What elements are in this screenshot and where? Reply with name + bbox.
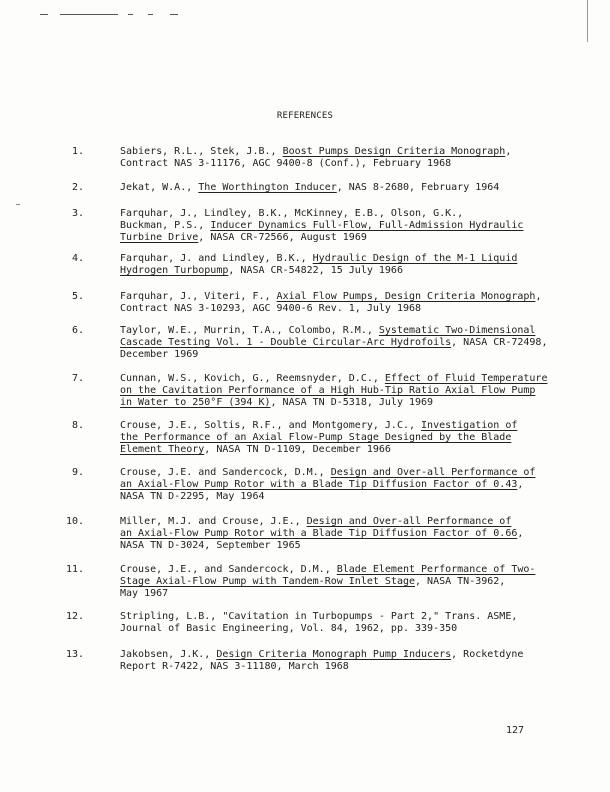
- reference-title-segment: The Worthington Inducer: [198, 182, 337, 193]
- reference-line: [120, 253, 560, 265]
- reference-segment: Contract NAS 3-10293, AGC 9400-6 Rev. 1, July 1968: [120, 303, 422, 314]
- reference-segment: Contract NAS 3-11176, AGC 9400-8 (Conf.), February 1968: [120, 158, 452, 169]
- reference-title-segment: Element Theory: [120, 444, 205, 455]
- reference-number: 11.: [65, 564, 84, 575]
- reference-line: [120, 623, 560, 635]
- reference-segment: Miller, M.J. and Crouse, J.E.,: [120, 516, 307, 527]
- reference-number: 9.: [71, 467, 84, 478]
- reference-text: [120, 649, 560, 673]
- reference-text: [120, 253, 560, 277]
- reference-text: [120, 291, 560, 315]
- reference-segment: Jakobsen, J.K.,: [120, 649, 217, 660]
- reference-line: [120, 564, 560, 576]
- reference-segment: , NASA TN D-5318, July 1969: [270, 397, 434, 408]
- reference-line: [120, 661, 560, 673]
- reference-title-segment: Turbine Drive: [120, 232, 199, 243]
- reference-line: [120, 588, 560, 600]
- scan-artifact-mark: [148, 14, 153, 15]
- reference-text: [120, 611, 560, 635]
- reference-segment: Buckman, P.S.,: [120, 220, 211, 231]
- reference-title-segment: Blade Element Performance of Two-: [336, 564, 536, 575]
- reference-segment: Farquhar, J., Lindley, B.K., McKinney, E.B., Olson, G.K.,: [120, 208, 464, 219]
- reference-title-segment: the Performance of an Axial Flow-Pump Stage Designed by the Blade: [120, 432, 512, 443]
- reference-text: [120, 420, 560, 456]
- reference-title-segment: an Axial-Flow Pump Rotor with a Blade Tip Diffusion Factor of 0.66: [120, 528, 518, 539]
- scan-artifact-mark: [16, 204, 20, 205]
- reference-segment: Jekat, W.A.,: [120, 182, 199, 193]
- reference-number: 1.: [71, 146, 84, 157]
- reference-segment: NASA TN D-2295, May 1964: [120, 491, 265, 502]
- reference-line: [120, 649, 560, 661]
- reference-title-segment: Stage Axial-Flow Pump with Tandem-Row Inlet Stage: [120, 576, 416, 587]
- reference-line: [120, 491, 560, 503]
- reference-segment: ,: [517, 528, 524, 539]
- reference-title-segment: Design and Over-all Performance of: [330, 467, 536, 478]
- reference-number: 7.: [71, 373, 84, 384]
- reference-segment: May 1967: [120, 588, 169, 599]
- reference-segment: December 1969: [120, 349, 199, 360]
- reference-line: [120, 373, 560, 385]
- reference-line: [120, 576, 560, 588]
- reference-line: [120, 265, 560, 277]
- reference-line: [120, 337, 560, 349]
- reference-segment: , Rocketdyne: [451, 649, 524, 660]
- reference-line: [120, 208, 560, 220]
- reference-title-segment: on the Cavitation Performance of a High Hub-Tip Ratio Axial Flow Pump: [120, 385, 536, 396]
- reference-line: [120, 479, 560, 491]
- reference-text: [120, 373, 560, 409]
- reference-segment: , NASA TN-3962,: [415, 576, 506, 587]
- reference-segment: Crouse, J.E., Soltis, R.F., and Montgomery, J.C.,: [120, 420, 422, 431]
- reference-number: 3.: [71, 208, 84, 219]
- reference-title-segment: Effect of Fluid Temperature: [384, 373, 548, 384]
- reference-title-segment: Design Criteria Monograph Pump Inducers: [216, 649, 452, 660]
- reference-line: [120, 182, 560, 194]
- scan-artifact-mark: [40, 14, 48, 15]
- reference-title-segment: Cascade Testing Vol. 1 - Double Circular-Arc Hydrofoils: [120, 337, 452, 348]
- reference-number: 12.: [65, 611, 84, 622]
- reference-text: [120, 516, 560, 552]
- reference-text: [120, 325, 560, 361]
- scan-artifact-mark: [60, 14, 118, 15]
- reference-number: 5.: [71, 291, 84, 302]
- reference-segment: Crouse, J.E., and Sandercock, D.M.,: [120, 564, 337, 575]
- reference-line: [120, 303, 560, 315]
- reference-segment: ,: [535, 291, 542, 302]
- reference-segment: , NAS 8-2680, February 1964: [336, 182, 500, 193]
- scan-artifact-mark: [170, 14, 178, 15]
- reference-number: 4.: [71, 253, 84, 264]
- reference-segment: Report R-7422, NAS 3-11180, March 1968: [120, 661, 349, 672]
- reference-title-segment: an Axial-Flow Pump Rotor with a Blade Tip Diffusion Factor of 0.43: [120, 479, 518, 490]
- reference-line: [120, 158, 560, 170]
- reference-text: [120, 467, 560, 503]
- reference-line: [120, 444, 560, 456]
- reference-segment: , NASA CR-54822, 15 July 1966: [228, 265, 403, 276]
- reference-segment: Sabiers, R.L., Stek, J.B.,: [120, 146, 283, 157]
- reference-line: [120, 611, 560, 623]
- reference-segment: , NASA CR-72498,: [451, 337, 548, 348]
- reference-line: [120, 291, 560, 303]
- reference-segment: ,: [505, 146, 512, 157]
- reference-line: [120, 232, 560, 244]
- reference-title-segment: in Water to 250°F (394 K): [120, 397, 271, 408]
- reference-number: 10.: [65, 516, 84, 527]
- reference-line: [120, 516, 560, 528]
- reference-title-segment: Hydraulic Design of the M-1 Liquid: [312, 253, 518, 264]
- reference-segment: Stripling, L.B., "Cavitation in Turbopumps - Part 2," Trans. ASME,: [120, 611, 518, 622]
- reference-segment: Journal of Basic Engineering, Vol. 84, 1962, pp. 339-350: [120, 623, 458, 634]
- reference-segment: NASA TN D-3024, September 1965: [120, 540, 301, 551]
- reference-title-segment: Design and Over-all Performance of: [306, 516, 512, 527]
- reference-text: [120, 564, 560, 600]
- reference-segment: ,: [517, 479, 524, 490]
- reference-number: 13.: [65, 649, 84, 660]
- reference-line: [120, 467, 560, 479]
- reference-text: [120, 146, 560, 170]
- reference-line: [120, 432, 560, 444]
- reference-line: [120, 540, 560, 552]
- reference-segment: , NASA CR-72566, August 1969: [198, 232, 367, 243]
- reference-segment: Crouse, J.E. and Sandercock, D.M.,: [120, 467, 331, 478]
- reference-line: [120, 349, 560, 361]
- reference-text: [120, 182, 560, 194]
- reference-segment: Cunnan, W.S., Kovich, G., Reemsnyder, D.C.,: [120, 373, 385, 384]
- reference-line: [120, 325, 560, 337]
- reference-line: [120, 220, 560, 232]
- reference-segment: , NASA TN D-1109, December 1966: [204, 444, 391, 455]
- reference-title-segment: Axial Flow Pumps, Design Criteria Monograph: [276, 291, 536, 302]
- reference-segment: Farquhar, J., Viteri, F.,: [120, 291, 277, 302]
- scan-edge-line: [587, 0, 588, 42]
- reference-segment: Taylor, W.E., Murrin, T.A., Colombo, R.M.,: [120, 325, 379, 336]
- page-title: REFERENCES: [276, 111, 334, 121]
- reference-line: [120, 528, 560, 540]
- reference-number: 2.: [71, 182, 84, 193]
- reference-number: 6.: [71, 325, 84, 336]
- reference-title-segment: Systematic Two-Dimensional: [378, 325, 536, 336]
- reference-segment: Farquhar, J. and Lindley, B.K.,: [120, 253, 313, 264]
- reference-title-segment: Investigation of: [421, 420, 518, 431]
- page-number: 127: [506, 725, 525, 736]
- reference-line: [120, 397, 560, 409]
- reference-title-segment: Boost Pumps Design Criteria Monograph: [282, 146, 506, 157]
- reference-line: [120, 420, 560, 432]
- reference-title-segment: Inducer Dynamics Full-Flow, Full-Admission Hydraulic: [210, 220, 524, 231]
- reference-title-segment: Hydrogen Turbopump: [120, 265, 229, 276]
- scan-artifact-mark: [128, 14, 133, 15]
- reference-text: [120, 208, 560, 244]
- reference-line: [120, 385, 560, 397]
- reference-line: [120, 146, 560, 158]
- reference-number: 8.: [71, 420, 84, 431]
